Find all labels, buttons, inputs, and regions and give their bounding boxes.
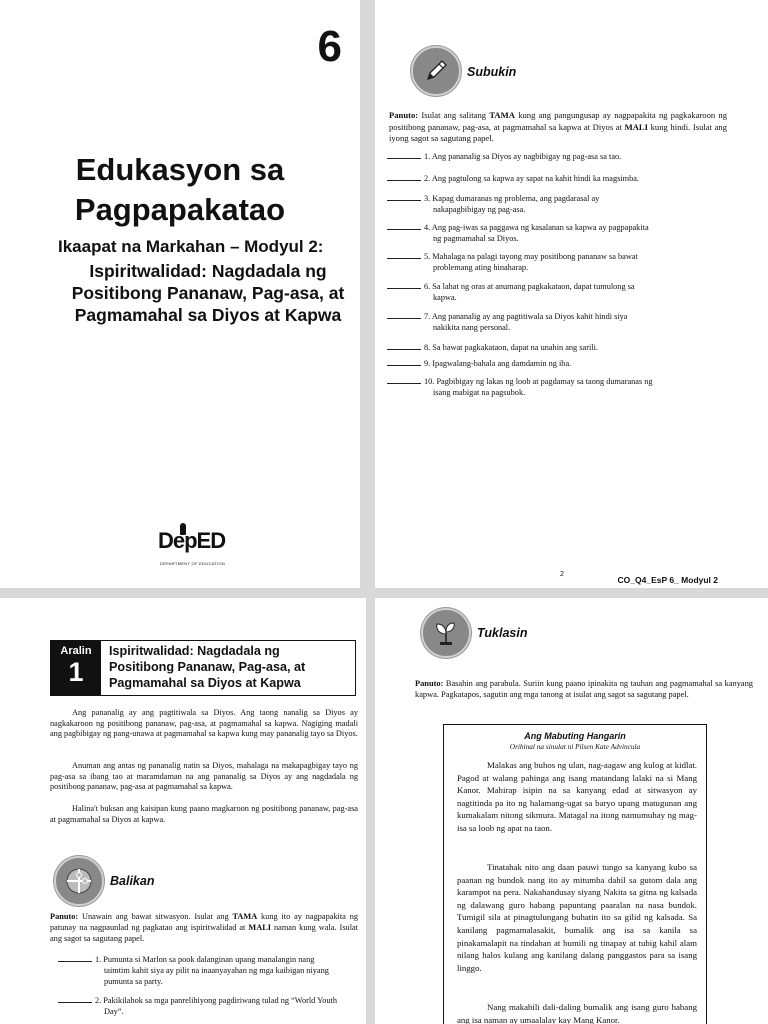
story-author: Orihinal na sinulat ni Pilsen Kate Advincula bbox=[509, 742, 641, 751]
cover-topic-line3: Pagmamahal sa Diyos at Kapwa bbox=[74, 305, 342, 325]
instruction-text: kung ito ay nagpapakita ng patunay na nagpaunlad ng pagkatao ang ispiritwalidad at bbox=[50, 912, 358, 932]
section-title-balikan: Balikan bbox=[110, 874, 155, 888]
subukin-item bbox=[387, 376, 737, 398]
footer-code: CO_Q4_EsP 6_ Modyul 2 bbox=[617, 575, 718, 585]
grade-number: 6 bbox=[317, 22, 342, 71]
instruction-tama: TAMA bbox=[489, 110, 515, 120]
instruction-tama: TAMA bbox=[232, 912, 258, 921]
subukin-item bbox=[387, 251, 737, 273]
balikan-item bbox=[58, 954, 362, 987]
lesson-header bbox=[50, 640, 356, 696]
item-text-continued: kapwa. bbox=[433, 293, 457, 302]
item-text-continued: ng pagmamahal sa Diyos. bbox=[433, 234, 519, 243]
subukin-item bbox=[387, 222, 737, 244]
instruction-text: Unawain ang bawat sitwasyon. Isulat ang bbox=[78, 912, 233, 921]
balikan-instruction bbox=[50, 912, 358, 944]
instruction-text: kung hindi. Isulat ang iyong sagot sa sagutang papel. bbox=[389, 121, 727, 143]
instruction-text: Isulat ang salitang bbox=[418, 110, 490, 120]
subukin-page bbox=[375, 0, 768, 588]
tuklasin-page bbox=[375, 598, 768, 1024]
instruction-mali: MALI bbox=[248, 922, 271, 932]
item-text: 4. Ang pag-iwas sa paggawa ng kasalanan sa kapwa ay pagpapakita bbox=[424, 223, 649, 232]
quarter-module: Ikaapat na Markahan – Modyul 2: bbox=[58, 237, 324, 256]
item-text-continued: taimtim kahit siya ay pilit na inaanyayahan ng mga kaibigan niyang bbox=[104, 966, 329, 975]
answer-blank[interactable] bbox=[387, 318, 421, 319]
story-paragraph-text: Nang makabili dali-daling bumalik ang isang guro habang ang isa naman ay umaalalay kay Mang Kanor. bbox=[457, 1002, 697, 1024]
instruction-label: Panuto: bbox=[50, 912, 79, 921]
lesson-tag bbox=[51, 641, 101, 695]
balikan-item bbox=[58, 995, 362, 1017]
lesson-paragraph-text: Anuman ang antas ng pananalig natin sa Diyos, mahalaga na makapagbigay tayo ng pag-asa sa ibang tao at maramdaman na ang pananalig sa Diyos ay ang nagdadala ng positibong pananaw, pag-asa at pagmamahal sa kapwa. bbox=[50, 761, 358, 792]
answer-blank[interactable] bbox=[58, 1002, 92, 1003]
answer-blank[interactable] bbox=[387, 383, 421, 384]
answer-blank[interactable] bbox=[387, 200, 421, 201]
instruction-label: Panuto: bbox=[415, 679, 444, 688]
item-text: 9. Ipagwalang-bahala ang damdamin ng iba. bbox=[424, 359, 572, 368]
answer-blank[interactable] bbox=[58, 961, 92, 962]
lesson-paragraph bbox=[50, 761, 358, 793]
answer-blank[interactable] bbox=[387, 158, 421, 159]
cover-topic bbox=[58, 260, 358, 326]
lesson-paragraph-text: Ang pananalig ay ang pagtitiwala sa Diyos. Ang taong nanalig sa Diyos ay nagkakaroon ng positibong pananaw, pag-asa, at pagmamahal sa kapwa. Nagiging madali ang pagbibigay ng pang-unawa at pagmamahal sa kapwa kung may pananalig tayo sa Diyos. bbox=[50, 708, 358, 739]
item-text: 3. Kapag dumaranas ng problema, ang pagdarasal ay bbox=[424, 194, 600, 203]
instruction-mali: MALI bbox=[624, 121, 649, 132]
subukin-instruction bbox=[389, 110, 727, 145]
item-text: 2. Pakikilahok sa mga panrelihiyong pagdiriwang tulad ng “World Youth bbox=[95, 996, 337, 1005]
page-number: 2 bbox=[560, 571, 564, 578]
lesson-title-line3: Pagmamahal sa Diyos at Kapwa bbox=[109, 676, 301, 690]
item-text: 2. Ang pagtulong sa kapwa ay sapat na kahit hindi ka magsimba. bbox=[424, 174, 639, 183]
item-text-continued: nakikita nang personal. bbox=[433, 323, 511, 332]
cover-page bbox=[0, 0, 360, 588]
story-paragraph bbox=[457, 1001, 697, 1024]
sprout-icon bbox=[421, 608, 471, 658]
subukin-item bbox=[387, 193, 737, 215]
story-paragraph bbox=[457, 759, 697, 835]
instruction-text: naman kung wala. Isulat ang sagot sa sagutang papel. bbox=[50, 922, 358, 943]
cover-title bbox=[0, 150, 360, 230]
answer-blank[interactable] bbox=[387, 180, 421, 181]
instruction-text: Basahin ang parabula. Suriin kung paano ipinakita ng tauhan ang pagmamahal sa kanyang kapwa. Pagkatapos, sagutin ang mga tanong at isulat ang sagot sa sagutang papel. bbox=[415, 679, 753, 700]
section-title-subukin: Subukin bbox=[467, 65, 517, 79]
subukin-item bbox=[387, 151, 737, 162]
subukin-item bbox=[387, 173, 737, 184]
subukin-item bbox=[387, 342, 737, 353]
story-box bbox=[443, 724, 707, 1024]
item-text: 1. Pumunta si Marlon sa pook dalanginan upang manalangin nang bbox=[95, 955, 315, 964]
item-text: 8. Sa bawat pagkakataon, dapat na unahin ang sarili. bbox=[424, 343, 598, 352]
story-title: Ang Mabuting Hangarin bbox=[524, 731, 626, 741]
aralin-page bbox=[0, 598, 366, 1024]
item-text: 5. Mahalaga na palagi tayong may positibong pananaw sa bawat bbox=[424, 252, 638, 261]
answer-blank[interactable] bbox=[387, 288, 421, 289]
item-text: 7. Ang pananalig ay ang pagtitiwala sa Diyos kahit hindi siya bbox=[424, 312, 628, 321]
item-text: 1. Ang pananalig sa Diyos ay nagbibigay ng pag-asa sa tao. bbox=[424, 152, 622, 161]
lesson-number: 1 bbox=[68, 657, 84, 687]
subukin-item bbox=[387, 311, 737, 333]
deped-logo: DepED bbox=[158, 528, 226, 553]
item-text-continued: nakapagbibigay ng pag-asa. bbox=[433, 205, 526, 214]
section-title-tuklasin: Tuklasin bbox=[477, 626, 528, 640]
item-text-continued: isang mabigat na pagsubok. bbox=[433, 388, 526, 397]
lesson-title-line1: Ispiritwalidad: Nagdadala ng bbox=[109, 644, 280, 658]
lesson-title-line2: Positibong Pananaw, Pag-asa, at bbox=[109, 660, 306, 674]
deped-logo-subtext: DEPARTMENT OF EDUCATION bbox=[160, 561, 226, 566]
lesson-title bbox=[109, 643, 355, 691]
cover-title-line1: Edukasyon sa bbox=[75, 152, 285, 187]
cover-topic-line1: Ispiritwalidad: Nagdadala ng bbox=[89, 261, 327, 281]
answer-blank[interactable] bbox=[387, 229, 421, 230]
item-text-continued: problemang ating hinaharap. bbox=[433, 263, 529, 272]
tuklasin-instruction bbox=[415, 678, 753, 701]
item-text-continued: Day”. bbox=[104, 1007, 124, 1016]
instruction-text: kung ang pangungusap ay nagpapakita ng pagkakaroon ng positibong pananaw, pag-asa, at pagmamahal sa kapwa at Diyos at bbox=[389, 110, 727, 132]
story-paragraph-text: Tinatahak nito ang daan pauwi tungo sa kanyang kubo sa paanan ng bundok nang ito ay mitumba dahil sa gutom dala ang karampot na pera. Nakahandusay siyang Nakita sa gitna ng kalsada ng dalawang guro habang papuntang paaralan na nasa bundok. Tumigil sila at pinagtulungang buhatin ito sa gilid ng kalsada. Sa kanilang pagmamalasakit, bumalik ang isa sa kanila sa pinakamalapit na tindahan at bumili ng tinapay at tubig kahil alam nilang halos kulang ang kanilang dalang panggastos para sa isang linggo. bbox=[457, 862, 697, 973]
item-text-continued: pumunta sa party. bbox=[104, 977, 163, 986]
cover-title-line2: Pagpapakatao bbox=[74, 192, 286, 227]
item-text: 6. Sa lahat ng oras at anumang pagkakataon, dapat tumulong sa bbox=[424, 282, 635, 291]
lesson-paragraph bbox=[50, 708, 358, 740]
answer-blank[interactable] bbox=[387, 258, 421, 259]
instruction-label: Panuto: bbox=[389, 110, 419, 120]
story-paragraph bbox=[457, 861, 697, 974]
subukin-item bbox=[387, 281, 737, 303]
pencil-icon bbox=[411, 46, 461, 96]
subukin-item bbox=[387, 358, 737, 369]
lesson-label: Aralin bbox=[60, 645, 92, 657]
lesson-paragraph-text: Halina't buksan ang kaisipan kung paano magkaroon ng positibong pananaw, pag-asa at pagmamahal sa Diyos at kapwa. bbox=[50, 804, 358, 824]
puzzle-icon bbox=[54, 856, 104, 906]
story-paragraph-text: Malakas ang buhos ng ulan, nag-aagaw ang kulog at kidlat. Pagod at walang pahinga ang isang matandang lalaki na si Mang Kanor. Mahirap isipin na sa kanyang edad at sitwasyon ay nagtitinda pa ito ng halamang-ugat sa baryo upang matugunan ang kumakalam nitong sikmura. Matagal na itong namumuhay ng mag-isa sa loob ng apat na taon. bbox=[457, 760, 697, 833]
lesson-paragraph bbox=[50, 804, 358, 825]
cover-topic-line2: Positibong Pananaw, Pag-asa, at bbox=[71, 283, 345, 303]
item-text: 10. Pagbibigay ng lakas ng loob at pagdamay sa taong dumaranas ng bbox=[424, 377, 653, 386]
answer-blank[interactable] bbox=[387, 349, 421, 350]
answer-blank[interactable] bbox=[387, 365, 421, 366]
